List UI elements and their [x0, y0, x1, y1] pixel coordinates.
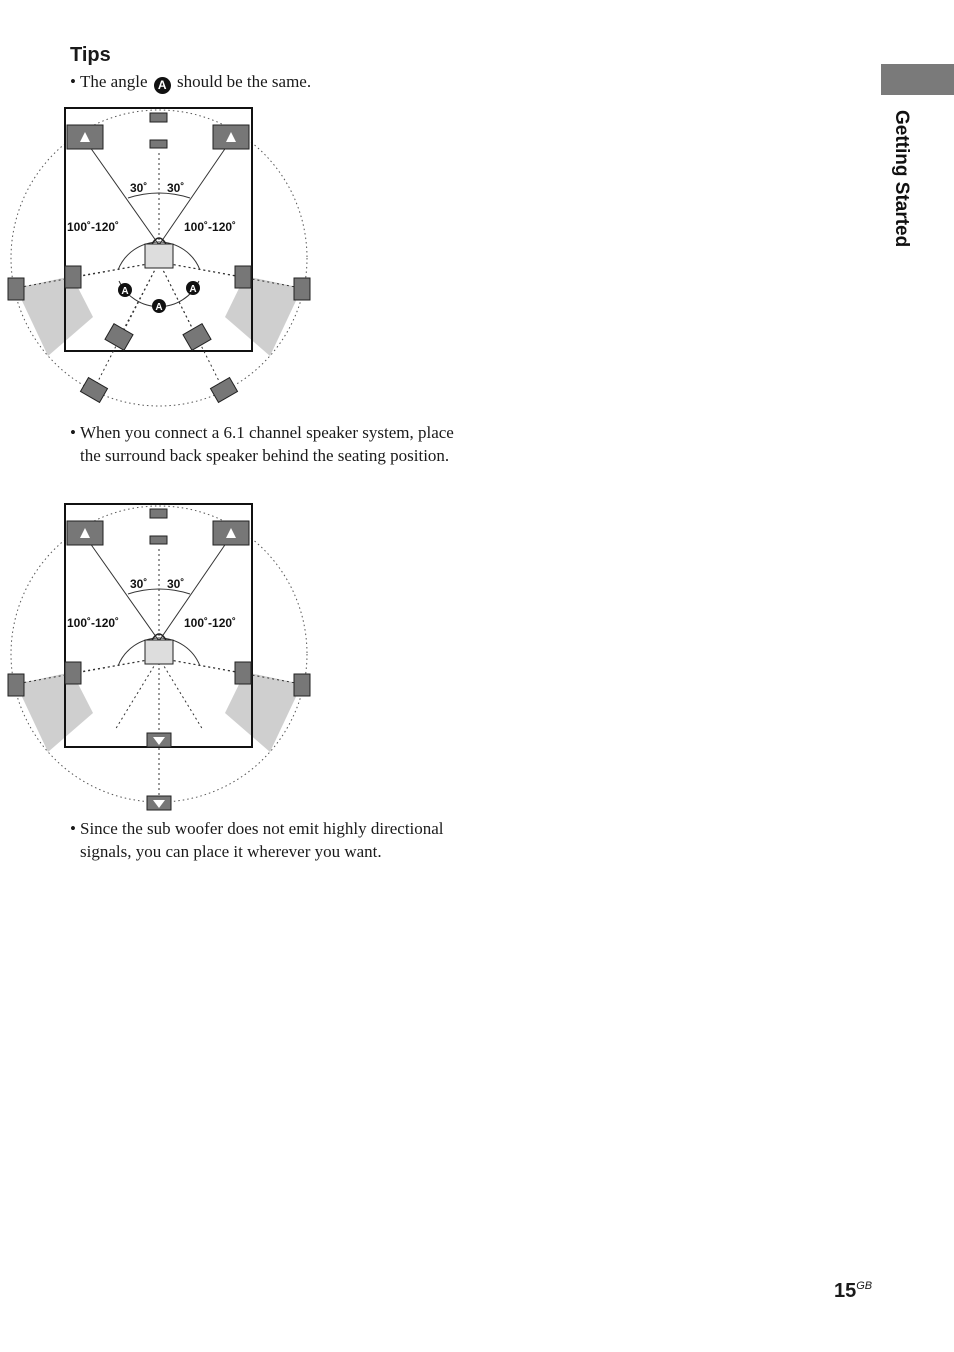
tip-3-text: Since the sub woofer does not emit highly directional signals, you can place it wherever you want.: [80, 819, 444, 861]
surround-back-left-alt-speaker-icon: [80, 378, 107, 403]
surround-right-speaker-icon: [294, 674, 310, 696]
svg-text:A: A: [121, 286, 129, 297]
range-label-left: 100˚-120˚: [67, 616, 120, 630]
section-title: Getting Started: [891, 110, 912, 248]
center-speaker-icon: [150, 113, 167, 122]
surround-back-right-alt-speaker-icon: [210, 378, 237, 403]
section-tab-marker: [881, 64, 954, 95]
speaker-layout-diagram-7ch: [0, 100, 320, 420]
surround-right-alt-speaker-icon: [235, 266, 251, 288]
tip-1-text-end: should be the same.: [172, 72, 312, 91]
bullet-dot: •: [70, 819, 76, 838]
page-number: [834, 1280, 872, 1303]
angle-marker-a-right: [186, 281, 200, 295]
svg-text:A: A: [155, 302, 163, 313]
center-speaker-icon: [150, 509, 167, 518]
range-label-right: 100˚-120˚: [184, 616, 237, 630]
center-speaker-alt-icon: [150, 536, 167, 544]
angle-label-left: 30˚: [130, 181, 148, 195]
range-label-left: 100˚-120˚: [67, 220, 120, 234]
surround-left-speaker-icon: [8, 278, 24, 300]
speaker-layout-diagram-6ch: [0, 496, 320, 816]
angle-marker-a-center: [152, 299, 166, 313]
surround-back-right-speaker-icon: [183, 324, 211, 351]
surround-left-speaker-icon: [8, 674, 24, 696]
tips-heading: Tips: [70, 44, 111, 66]
angle-label-right: 30˚: [167, 181, 185, 195]
center-speaker-alt-icon: [150, 140, 167, 148]
page-number-value: 15: [834, 1280, 857, 1302]
tip-3: [70, 817, 460, 863]
tip-2: [70, 421, 460, 467]
range-label-right: 100˚-120˚: [184, 220, 237, 234]
tip-2-text: When you connect a 6.1 channel speaker system, place the surround back speaker behind the seating position.: [80, 423, 454, 465]
page-number-suffix: GB: [856, 1280, 873, 1292]
bullet-dot: •: [70, 72, 76, 91]
surround-left-alt-speaker-icon: [65, 662, 81, 684]
listener-seat-icon: [145, 640, 173, 664]
surround-right-alt-speaker-icon: [235, 662, 251, 684]
angle-label-right: 30˚: [167, 577, 185, 591]
angle-marker-a-left: [118, 283, 132, 297]
surround-right-speaker-icon: [294, 278, 310, 300]
listener-seat-icon: [145, 244, 173, 268]
tip-1: [70, 70, 460, 94]
bullet-dot: •: [70, 423, 76, 442]
tip-1-text-start: The angle: [80, 72, 152, 91]
surround-back-left-speaker-icon: [105, 324, 133, 351]
svg-text:A: A: [189, 284, 197, 295]
surround-left-alt-speaker-icon: [65, 266, 81, 288]
angle-label-left: 30˚: [130, 577, 148, 591]
angle-marker-a: A: [154, 77, 171, 94]
